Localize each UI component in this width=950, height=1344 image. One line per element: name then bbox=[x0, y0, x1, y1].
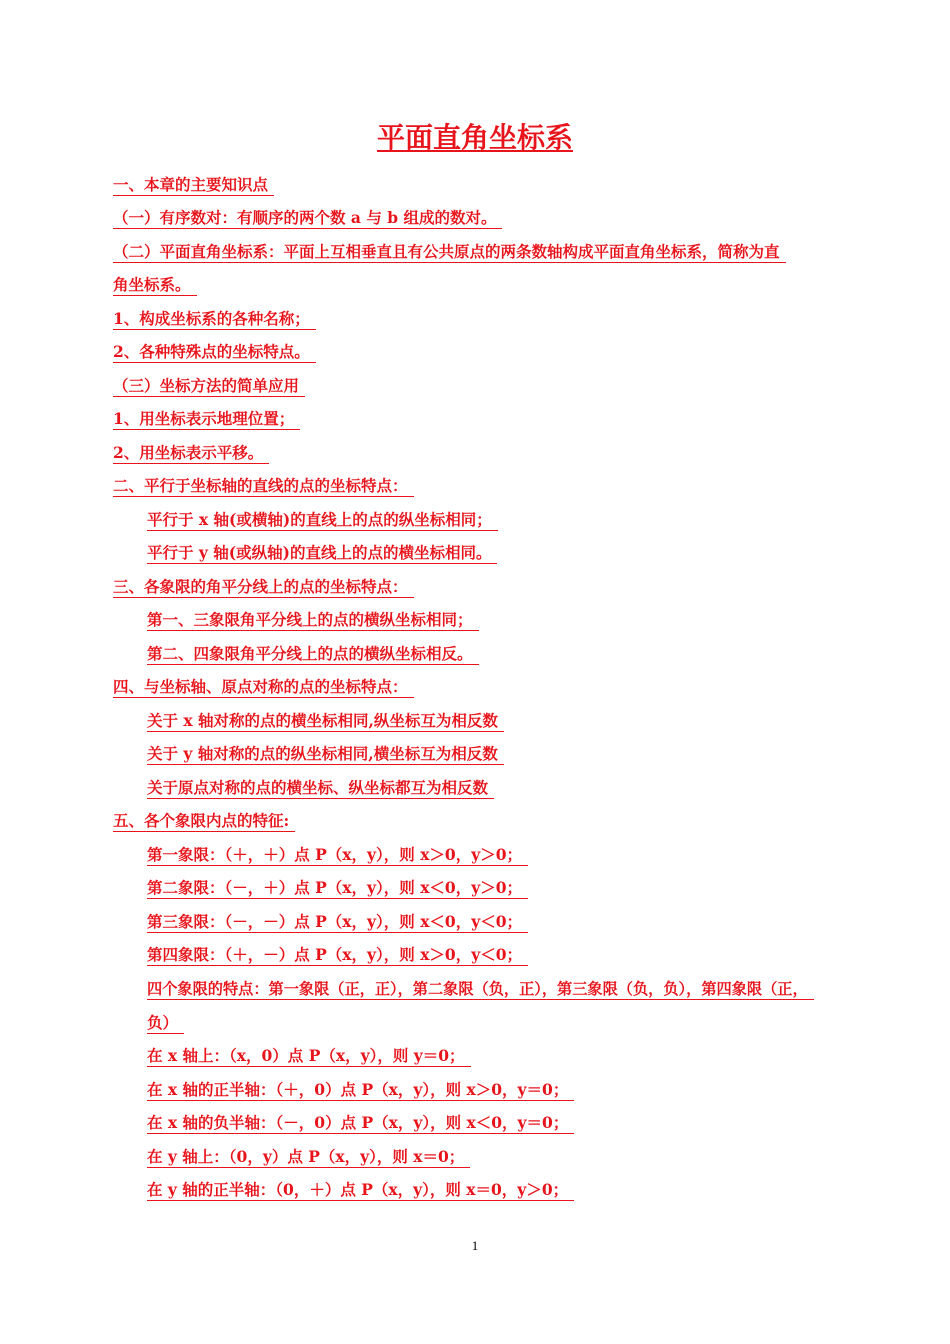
text-line: 在 x 轴的正半轴：（＋，0）点 P（x，y），则 x＞0，y＝0； bbox=[147, 1079, 574, 1101]
text-line: 1、用坐标表示地理位置； bbox=[113, 408, 300, 430]
section-heading-5: 五、各个象限内点的特征: bbox=[113, 810, 295, 832]
text-line: 第一、三象限角平分线上的点的横纵坐标相同； bbox=[147, 609, 479, 631]
text-line: 负） bbox=[147, 1012, 184, 1034]
text-line: 在 x 轴的负半轴：（－，0）点 P（x，y），则 x＜0，y＝0； bbox=[147, 1112, 574, 1134]
text-line: 第四象限：（＋，－）点 P（x，y），则 x＞0，y＜0； bbox=[147, 944, 528, 966]
document-title-text: 平面直角坐标系 bbox=[376, 121, 573, 154]
text-line: （二）平面直角坐标系：平面上互相垂直且有公共原点的两条数轴构成平面直角坐标系，简称为直 bbox=[113, 241, 786, 263]
text-line: 平行于 x 轴(或横轴)的直线上的点的纵坐标相同； bbox=[147, 509, 498, 531]
section-heading-3: 三、各象限的角平分线上的点的坐标特点： bbox=[113, 576, 414, 598]
text-line: 在 y 轴上：（0，y）点 P（x，y），则 x＝0； bbox=[147, 1146, 470, 1168]
text-line: 在 y 轴的正半轴：（0，＋）点 P（x，y），则 x＝0，y＞0； bbox=[147, 1179, 574, 1201]
text-line: 1、构成坐标系的各种名称； bbox=[113, 308, 316, 330]
text-line: 2、各种特殊点的坐标特点。 bbox=[113, 341, 316, 363]
text-line: 2、用坐标表示平移。 bbox=[113, 442, 269, 464]
page-number: 1 bbox=[471, 1238, 479, 1253]
text-line: 第一象限：（＋，＋）点 P（x，y），则 x＞0，y＞0； bbox=[147, 844, 528, 866]
text-line: 关于 y 轴对称的点的纵坐标相同,横坐标互为相反数 bbox=[147, 743, 504, 765]
text-line: （三）坐标方法的简单应用 bbox=[113, 375, 305, 397]
section-heading-4: 四、与坐标轴、原点对称的点的坐标特点： bbox=[113, 676, 414, 698]
text-line: 第二、四象限角平分线上的点的横纵坐标相反。 bbox=[147, 643, 479, 665]
section-heading-2: 二、平行于坐标轴的直线的点的坐标特点： bbox=[113, 475, 414, 497]
text-line: 第三象限：（－，－）点 P（x，y），则 x＜0，y＜0； bbox=[147, 911, 528, 933]
text-line: 平行于 y 轴(或纵轴)的直线上的点的横坐标相同。 bbox=[147, 542, 497, 564]
text-line: 关于原点对称的点的横坐标、纵坐标都互为相反数 bbox=[147, 777, 494, 799]
document-title bbox=[0, 118, 950, 158]
text-line: 四个象限的特点：第一象限（正，正），第二象限（负，正），第三象限（负，负），第四象限（正， bbox=[147, 978, 814, 1000]
text-line: 第二象限：（－，＋）点 P（x，y），则 x＜0，y＞0； bbox=[147, 877, 528, 899]
text-line: （一）有序数对：有顺序的两个数 a 与 b 组成的数对。 bbox=[113, 207, 502, 229]
text-line: 角坐标系。 bbox=[113, 274, 197, 296]
text-line: 在 x 轴上：（x，0）点 P（x，y），则 y＝0； bbox=[147, 1045, 471, 1067]
text-line: 关于 x 轴对称的点的横坐标相同,纵坐标互为相反数 bbox=[147, 710, 504, 732]
section-heading-1: 一、本章的主要知识点 bbox=[113, 174, 274, 196]
